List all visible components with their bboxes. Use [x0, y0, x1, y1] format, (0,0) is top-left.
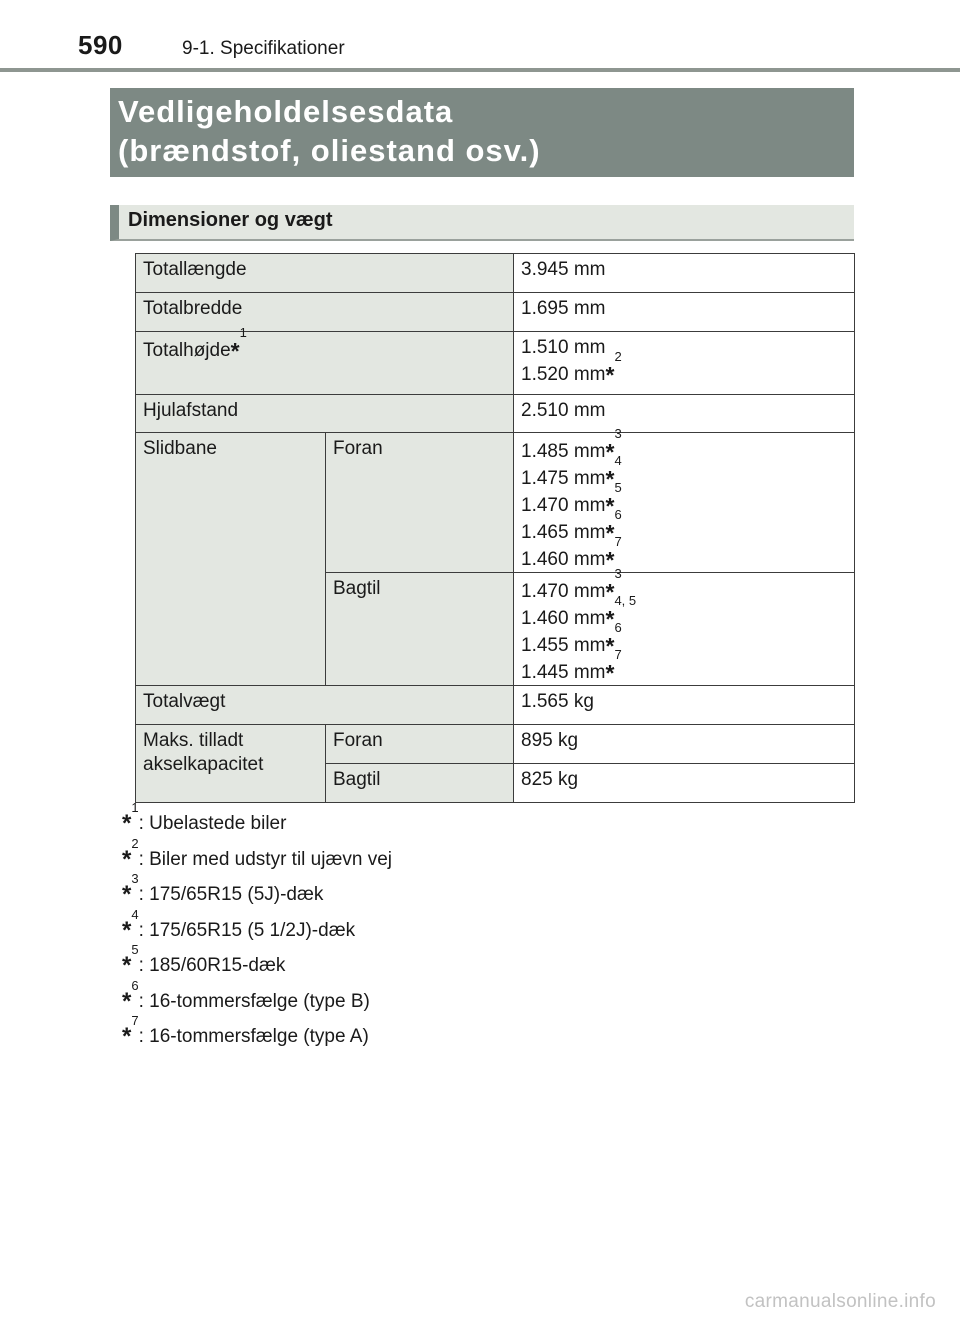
footnote-text: : 175/65R15 (5 1/2J)-dæk — [138, 919, 356, 941]
footnote-ref: 4 — [614, 453, 622, 468]
footnote-asterisk: * — [605, 660, 615, 686]
watermark: carmanualsonline.info — [744, 1291, 936, 1312]
value-text: 1.445 mm — [521, 662, 606, 683]
value-text: 1.460 mm — [521, 608, 606, 629]
value-line — [521, 480, 847, 519]
footnote-number: 5 — [131, 942, 139, 957]
footnote — [122, 871, 392, 915]
footnote-asterisk: * — [122, 810, 132, 837]
row-label: Totallængde — [136, 254, 514, 293]
footnote-asterisk: * — [605, 520, 615, 546]
footnote — [122, 906, 392, 951]
footnote-ref: 6 — [614, 620, 622, 635]
table-row — [136, 332, 855, 395]
footnote-ref: 7 — [614, 534, 622, 549]
table-row — [136, 725, 855, 764]
footnote-asterisk: * — [122, 845, 132, 873]
value-line — [521, 566, 847, 605]
footnote-text: : Biler med udstyr til ujævn vej — [138, 848, 392, 870]
label-line: Maks. tilladt — [143, 730, 244, 751]
footnote-ref: 4, 5 — [614, 593, 637, 608]
value-line — [521, 534, 847, 573]
footnote-asterisk: * — [122, 987, 132, 1015]
row-value: 1.565 kg — [514, 686, 855, 725]
sub-label: Bagtil — [326, 573, 514, 686]
row-value: 895 kg — [514, 725, 855, 764]
footnote — [122, 942, 392, 986]
row-value — [514, 566, 855, 686]
main-title-line-2: (brændstof, oliestand osv.) — [118, 133, 541, 168]
table-row — [136, 395, 855, 433]
footnote-text: : Ubelastede biler — [138, 813, 287, 834]
footnote — [122, 1013, 392, 1057]
table-row — [136, 254, 855, 293]
row-value: 1.695 mm — [514, 293, 855, 332]
footnote-ref: 3 — [614, 566, 622, 581]
row-value — [514, 426, 855, 573]
footnote-ref: 3 — [614, 426, 622, 441]
footnote-asterisk: * — [122, 916, 132, 944]
main-title-line-1: Vedligeholdelsesdata — [118, 94, 454, 129]
row-label: Totalbredde — [136, 293, 514, 332]
value-text: 1.455 mm — [521, 635, 606, 656]
footnote-asterisk: * — [605, 466, 615, 492]
row-label: Totalvægt — [136, 686, 514, 725]
footnote-asterisk: * — [122, 1023, 132, 1050]
table-row — [136, 686, 855, 725]
footnote-asterisk: * — [122, 952, 132, 979]
footnote-text: : 16-tommersfælge (type A) — [138, 1026, 369, 1047]
footnote — [122, 977, 392, 1022]
footnote-asterisk: * — [605, 439, 615, 465]
sub-label: Foran — [326, 433, 514, 573]
footnote-text: : 175/65R15 (5J)-dæk — [138, 884, 324, 905]
row-value — [514, 332, 855, 395]
value-line — [521, 647, 847, 686]
value-text: 1.510 mm — [521, 337, 606, 358]
footnote-number: 4 — [131, 906, 139, 922]
label-text: Totalhøjde — [143, 340, 231, 361]
footnote-ref: 5 — [614, 480, 622, 495]
sub-label: Foran — [326, 725, 514, 764]
row-label: Slidbane — [136, 433, 326, 686]
value-line — [521, 426, 847, 465]
table-row — [136, 433, 855, 573]
footnote-ref: 7 — [614, 647, 622, 662]
footnote-number: 1 — [131, 800, 139, 815]
footnotes — [122, 800, 392, 1057]
footnote-asterisk: * — [605, 606, 615, 632]
value-text: 1.460 mm — [521, 549, 606, 570]
value-line — [521, 593, 847, 632]
footnote — [122, 835, 392, 880]
page-number: 590 — [78, 30, 123, 60]
sub-label: Bagtil — [326, 764, 514, 803]
page-header — [0, 0, 960, 74]
row-value: 2.510 mm — [514, 395, 855, 433]
footnote-number: 2 — [131, 835, 139, 851]
row-value: 825 kg — [514, 764, 855, 803]
footnote-asterisk: * — [605, 579, 615, 605]
value-text: 1.465 mm — [521, 522, 606, 543]
footnote-ref: 1 — [239, 325, 247, 340]
footnote-ref: 6 — [614, 507, 622, 522]
value-line — [521, 349, 847, 388]
value-line — [521, 336, 847, 360]
chapter-title: 9-1. Specifikationer — [182, 38, 345, 59]
value-text: 1.485 mm — [521, 441, 606, 462]
value-line — [521, 620, 847, 659]
footnote-asterisk: * — [605, 547, 615, 573]
footnote-asterisk: * — [605, 493, 615, 519]
footnote-ref: 2 — [614, 349, 622, 364]
dimensions-table — [135, 253, 855, 803]
footnote-asterisk: * — [122, 881, 132, 908]
footnote-asterisk: * — [605, 633, 615, 659]
footnote-asterisk: * — [605, 362, 615, 388]
value-line — [521, 453, 847, 492]
value-text: 1.520 mm — [521, 364, 606, 385]
footnote-number: 3 — [131, 871, 139, 886]
row-label: Hjulafstand — [136, 395, 514, 433]
row-label — [136, 725, 326, 803]
label-line: akselkapacitet — [143, 754, 264, 775]
row-value: 3.945 mm — [514, 254, 855, 293]
header-rule — [0, 68, 960, 72]
main-title — [110, 88, 854, 177]
value-text: 1.470 mm — [521, 495, 606, 516]
section-heading: Dimensioner og vægt — [110, 205, 854, 241]
footnote-number: 7 — [131, 1013, 139, 1028]
footnote-text: : 16-tommersfælge (type B) — [138, 990, 370, 1012]
footnote-number: 6 — [131, 977, 139, 993]
footnote — [122, 800, 392, 844]
footnote-text: : 185/60R15-dæk — [138, 955, 286, 976]
footnote-asterisk: * — [230, 338, 240, 364]
value-text: 1.475 mm — [521, 468, 606, 489]
value-line — [521, 507, 847, 546]
row-label — [136, 325, 514, 395]
value-text: 1.470 mm — [521, 581, 606, 602]
